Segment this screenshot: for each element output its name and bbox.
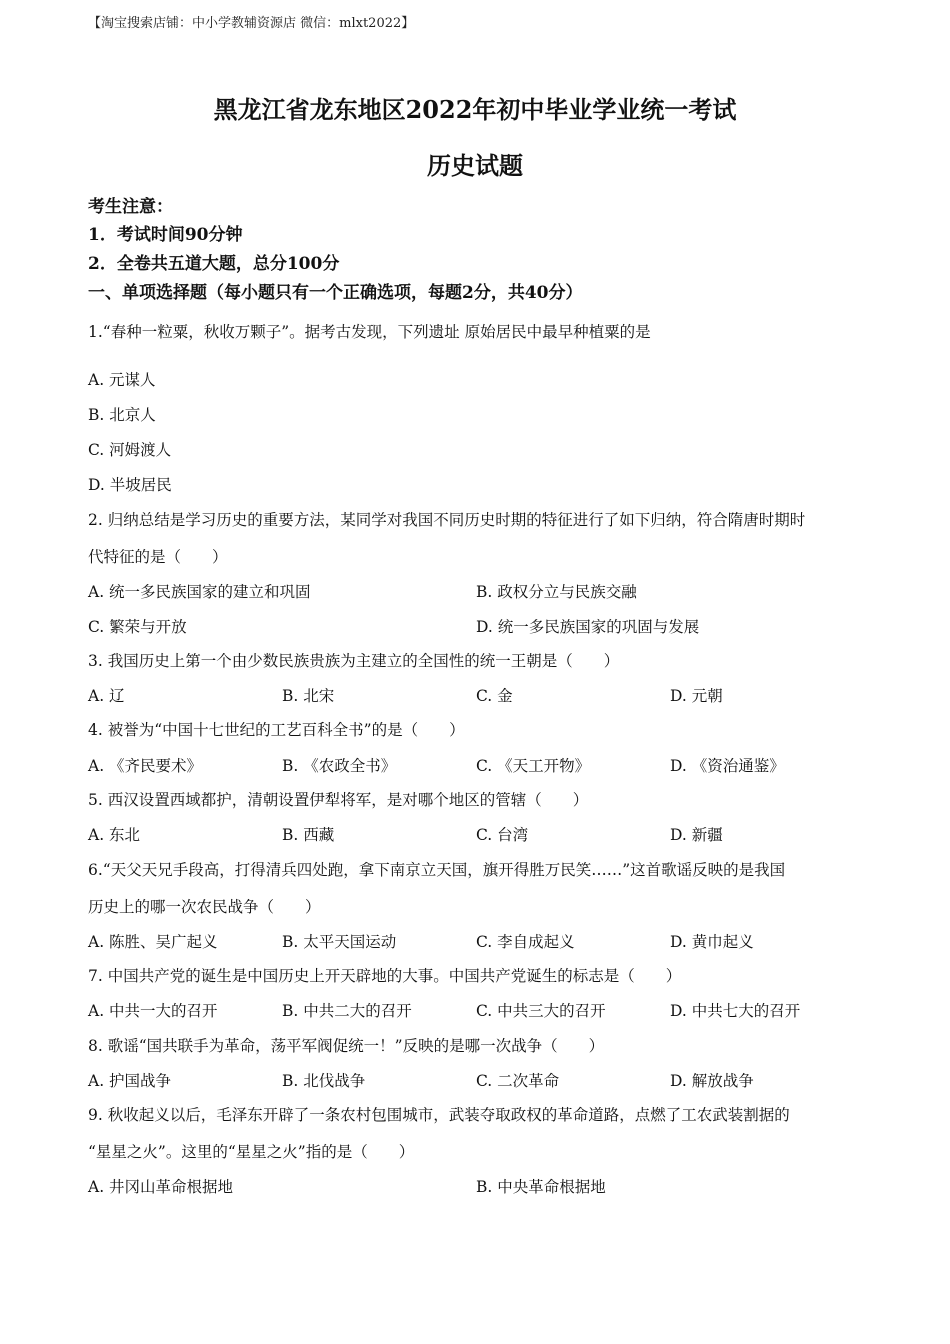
question-7-option-d: D. 中共七大的召开: [670, 1002, 801, 1020]
exam-subtitle: 历史试题: [427, 151, 523, 180]
question-5-option-c: C. 台湾: [476, 826, 529, 844]
question-4-stem: 4. 被誉为“中国十七世纪的工艺百科全书”的是（ ）: [88, 721, 465, 739]
question-8-option-d: D. 解放战争: [670, 1072, 754, 1090]
question-9-option-a: A. 井冈山革命根据地: [88, 1178, 234, 1196]
question-9-option-b: B. 中央革命根据地: [476, 1178, 606, 1196]
question-7-stem: 7. 中国共产党的诞生是中国历史上开天辟地的大事。中国共产党诞生的标志是（ ）: [88, 967, 682, 985]
question-2-option-d: D. 统一多民族国家的巩固与发展: [476, 618, 700, 636]
question-6-option-c: C. 李自成起义: [476, 933, 575, 951]
page-header: 【淘宝搜索店铺：中小学教辅资源店 微信：mlxt2022】: [88, 16, 415, 31]
question-1-option-d: D. 半坡居民: [88, 476, 172, 494]
question-7-option-c: C. 中共三大的召开: [476, 1002, 606, 1020]
question-2-option-b: B. 政权分立与民族交融: [476, 583, 637, 601]
question-1-option-a: A. 元谋人: [88, 371, 156, 389]
question-3-option-b: B. 北宋: [282, 687, 335, 705]
question-7-option-b: B. 中共二大的召开: [282, 1002, 412, 1020]
question-8-option-a: A. 护国战争: [88, 1072, 172, 1090]
question-1-stem: 1.“春种一粒粟，秋收万颗子”。据考古发现，下列遗址 原始居民中最早种植粟的是: [88, 323, 651, 341]
question-6-option-b: B. 太平天国运动: [282, 933, 397, 951]
question-5-option-d: D. 新疆: [670, 826, 723, 844]
question-8-stem: 8. 歌谣“国共联手为革命，荡平军阀促统一！”反映的是哪一次战争（ ）: [88, 1037, 605, 1055]
question-5-option-b: B. 西藏: [282, 826, 335, 844]
question-3-option-d: D. 元朝: [670, 687, 723, 705]
section-heading: 一、单项选择题（每小题只有一个正确选项，每题2分，共40分）: [88, 283, 583, 303]
notice-item-2: 2．全卷共五道大题，总分100分: [88, 254, 340, 274]
question-6-stem: 6.“天父天兄手段高，打得清兵四处跑，拿下南京立天国，旗开得胜万民笑……”这首歌谣反映的是我国: [88, 861, 786, 879]
question-3-stem: 3. 我国历史上第一个由少数民族贵族为主建立的全国性的统一王朝是（ ）: [88, 652, 620, 670]
exam-title: 黑龙江省龙东地区2022年初中毕业学业统一考试: [213, 95, 737, 124]
question-9-stem: 9. 秋收起义以后，毛泽东开辟了一条农村包围城市，武装夺取政权的革命道路，点燃了工农武装割据的: [88, 1106, 790, 1124]
question-1-option-b: B. 北京人: [88, 406, 156, 424]
question-2-stem-cont: 代特征的是（ ）: [88, 548, 228, 566]
question-4-option-a: A. 《齐民要术》: [88, 757, 203, 775]
question-4-option-d: D. 《资治通鉴》: [670, 757, 785, 775]
question-2-option-a: A. 统一多民族国家的建立和巩固: [88, 583, 311, 601]
question-3-option-a: A. 辽: [88, 687, 125, 705]
question-8-option-c: C. 二次革命: [476, 1072, 560, 1090]
question-7-option-a: A. 中共一大的召开: [88, 1002, 218, 1020]
question-6-option-a: A. 陈胜、吴广起义: [88, 933, 218, 951]
notice-item-1: 1．考试时间90分钟: [88, 225, 243, 245]
question-6-stem-cont: 历史上的哪一次农民战争（ ）: [88, 898, 321, 916]
question-5-option-a: A. 东北: [88, 826, 141, 844]
question-2-option-c: C. 繁荣与开放: [88, 618, 187, 636]
question-8-option-b: B. 北伐战争: [282, 1072, 366, 1090]
question-1-option-c: C. 河姆渡人: [88, 441, 172, 459]
question-2-stem: 2. 归纳总结是学习历史的重要方法，某同学对我国不同历史时期的特征进行了如下归纳，符合隋唐时期时: [88, 511, 806, 529]
question-9-stem-cont: “星星之火”。这里的“星星之火”指的是（ ）: [88, 1143, 415, 1161]
question-3-option-c: C. 金: [476, 687, 513, 705]
question-5-stem: 5. 西汉设置西域都护，清朝设置伊犁将军，是对哪个地区的管辖（ ）: [88, 791, 589, 809]
question-6-option-d: D. 黄巾起义: [670, 933, 754, 951]
notice-heading: 考生注意：: [88, 197, 173, 217]
question-4-option-c: C. 《天工开物》: [476, 757, 591, 775]
question-4-option-b: B. 《农政全书》: [282, 757, 397, 775]
